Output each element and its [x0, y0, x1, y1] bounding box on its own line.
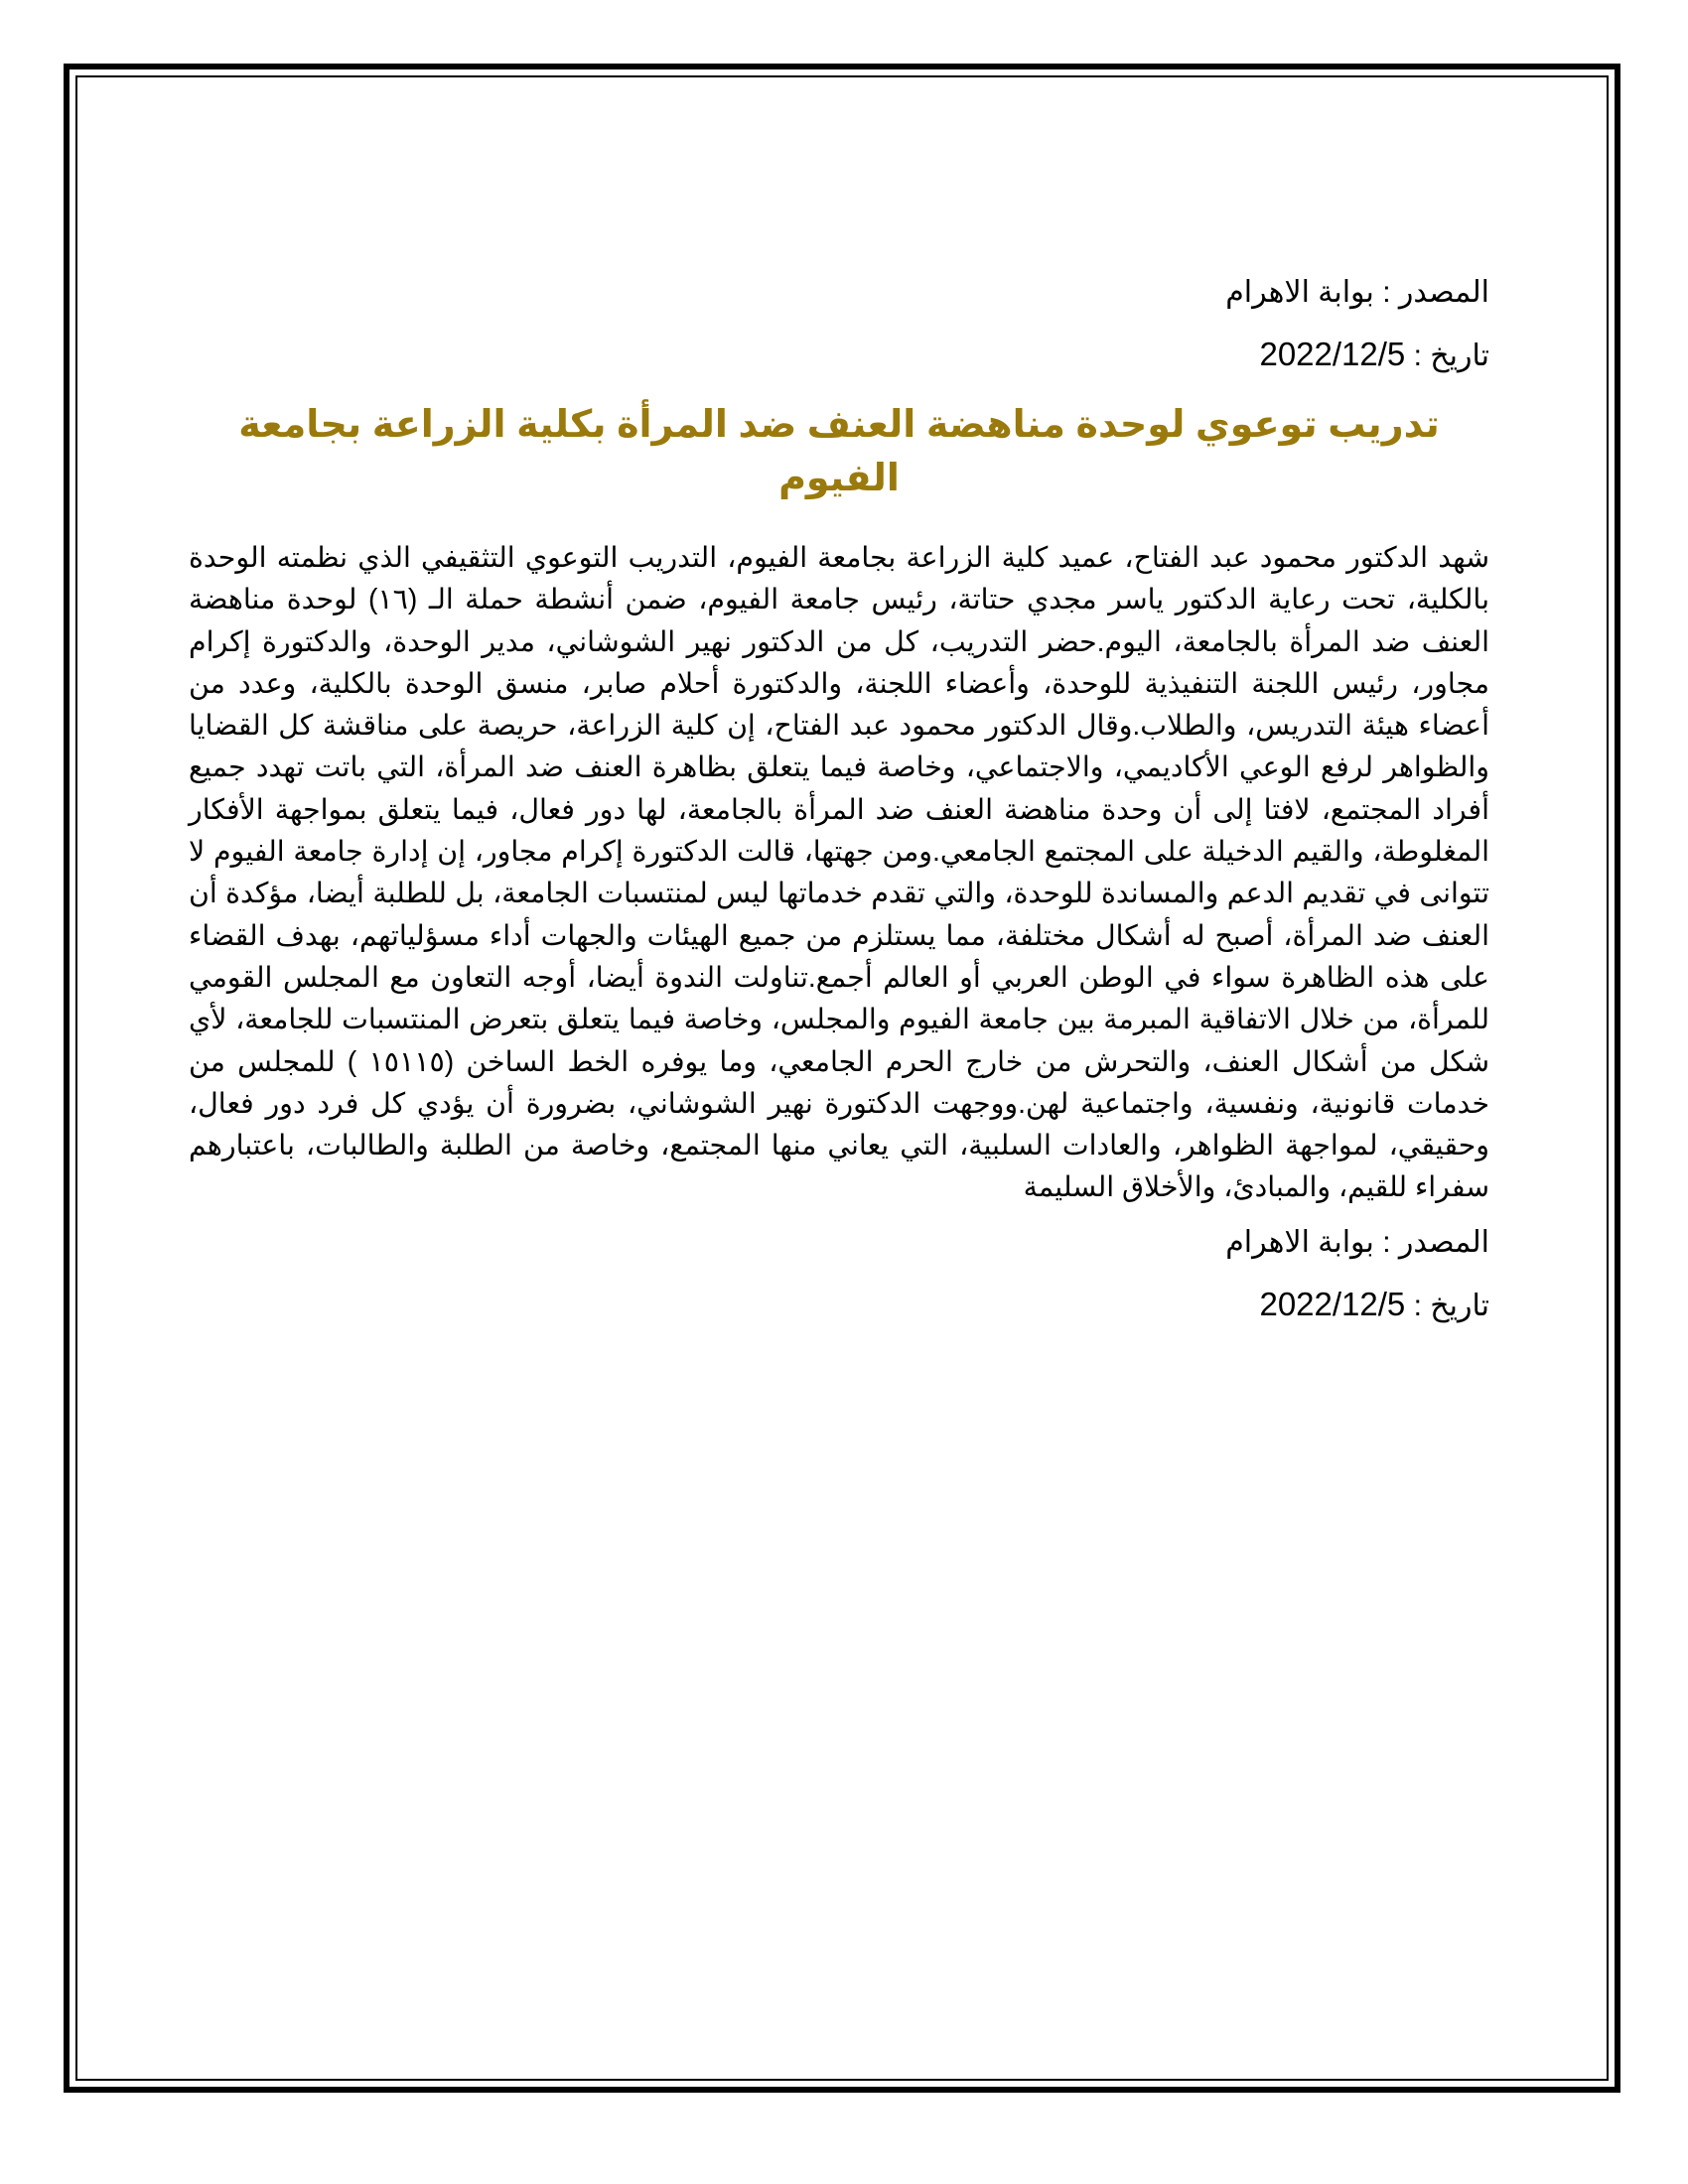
source-line: المصدر : بوابة الاهرام [1225, 276, 1489, 309]
source-value: بوابة الاهرام [1225, 276, 1374, 309]
footer-date-value: 2022/12/5 [1259, 1285, 1406, 1322]
footer-source-label: المصدر [1398, 1225, 1489, 1259]
date-value: 2022/12/5 [1259, 336, 1406, 372]
article-title: تدريب توعوي لوحدة مناهضة العنف ضد المرأة بكلية الزراعة بجامعة الفيوم [238, 404, 1440, 499]
article-body: شهد الدكتور محمود عبد الفتاح، عميد كلية الزراعة بجامعة الفيوم، التدريب التوعوي التثقيفي الذي نظمته الوحدة بالكلية، تحت رعاية الدكتور ياسر مجدي حتاتة، رئيس جامعة الفيوم، ضمن أنشطة حملة الـ (١٦) لوحدة مناهضة العنف ضد المرأة بالجامعة، اليوم.حضر التدريب، كل من الدكتور نهير الشوشاني، مدير الوحدة، والدكتورة إكرام مجاور، رئيس اللجنة التنفيذية للوحدة، وأعضاء اللجنة، والدكتورة أحلام صابر، منسق الوحدة بالكلية، وعدد من أعضاء هيئة التدريس، والطلاب.وقال الدكتور محمود عبد الفتاح، إن كلية الزراعة، حريصة على مناقشة كل القضايا والظواهر لرفع الوعي الأكاديمي، والاجتماعي، وخاصة فيما يتعلق بظاهرة العنف ضد المرأة، التي باتت تهدد جميع أفراد المجتمع، لافتا إلى أن وحدة مناهضة العنف ضد المرأة بالجامعة، لها دور فعال، فيما يتعلق بمواجهة الأفكار المغلوطة، والقيم الدخيلة على المجتمع الجامعي.ومن جهتها، قالت الدكتورة إكرام مجاور، إن إدارة جامعة الفيوم لا تتوانى في تقديم الدعم والمساندة للوحدة، والتي تقدم خدماتها ليس لمنتسبات الجامعة، بل للطلبة أيضا، مؤكدة أن العنف ضد المرأة، أصبح له أشكال مختلفة، مما يستلزم من جميع الهيئات والجهات أداء مسؤلياتهم، بهدف القضاء على هذه الظاهرة سواء في الوطن العربي أو العالم أجمع.تناولت الندوة أيضا، أوجه التعاون مع المجلس القومي للمرأة، من خلال الاتفاقية المبرمة بين جامعة الفيوم والمجلس، وخاصة فيما يتعلق بتعرض المنتسبات للجامعة، لأي شكل من أشكال العنف، والتحرش من خارج الحرم الجامعي، وما يوفره الخط الساخن (١٥١١٥ ) للمجلس من خدمات قانونية، ونفسية، واجتماعية لهن.ووجهت الدكتورة نهير الشوشاني، بضرورة أن يؤدي كل فرد دور فعال، وحقيقي، لمواجهة الظواهر، والعادات السلبية، التي يعاني منها المجتمع، وخاصة من الطلبة والطالبات، باعتبارهم سفراء للقيم، والمبادئ، والأخلاق السليمة [189, 542, 1489, 1204]
source-label: المصدر [1398, 276, 1489, 309]
footer-date-label: تاريخ [1430, 1289, 1489, 1322]
footer-source-line: المصدر : بوابة الاهرام [1225, 1225, 1489, 1259]
date-line: تاريخ : 2022/12/5 [1259, 336, 1489, 372]
footer-date-line: تاريخ : 2022/12/5 [1259, 1285, 1489, 1322]
date-label: تاريخ [1430, 340, 1489, 372]
footer-source-value: بوابة الاهرام [1225, 1225, 1374, 1259]
document-content [189, 273, 1489, 1348]
